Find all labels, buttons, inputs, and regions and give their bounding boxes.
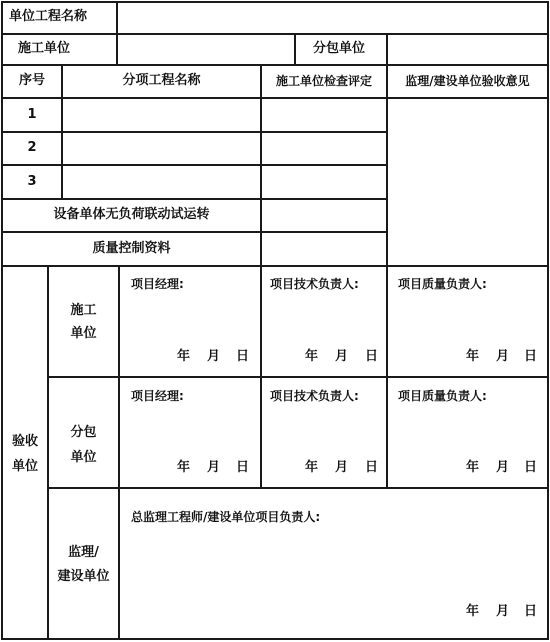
project-name-label: 单位工程名称 (9, 9, 88, 24)
grid-line (260, 376, 262, 488)
sub-project-name-cell[interactable] (63, 166, 260, 198)
grid-line (1, 64, 549, 66)
construction-block-label-line1: 施工 (70, 303, 97, 318)
date-year: 年 (466, 460, 480, 475)
column-header-no: 序号 (18, 73, 45, 88)
contractor-check-cell[interactable] (262, 99, 386, 131)
column-header-contractor-check: 施工单位检查评定 (275, 74, 372, 88)
subcontract-technical-lead-label: 项目技术负责人: (270, 389, 359, 403)
trial-run-label: 设备单体无负荷联动试运转 (53, 207, 210, 222)
chief-supervisor-signature-label: 总监理工程师/建设单位项目负责人: (131, 510, 321, 524)
sub-project-name-cell[interactable] (63, 99, 260, 131)
date-year: 年 (466, 349, 480, 364)
subcontract-unit-label: 分包单位 (313, 41, 366, 56)
column-header-sub-project: 分项工程名称 (122, 73, 201, 88)
quality-docs-label: 质量控制资料 (92, 241, 171, 256)
construction-unit-label: 施工单位 (18, 41, 71, 56)
grid-line (386, 265, 388, 488)
date-day: 日 (524, 460, 538, 475)
date-month: 月 (335, 460, 349, 475)
date-month: 月 (207, 349, 221, 364)
construction-unit-value[interactable] (118, 35, 294, 64)
sub-project-name-cell[interactable] (63, 133, 260, 164)
construction-technical-lead-label: 项目技术负责人: (270, 277, 359, 291)
grid-line (1, 265, 549, 267)
date-month: 月 (207, 460, 221, 475)
date-day: 日 (236, 349, 250, 364)
construction-project-manager-label: 项目经理: (131, 277, 184, 291)
trial-run-check-cell[interactable] (262, 200, 386, 231)
date-month: 月 (496, 460, 510, 475)
acceptance-label-line2: 单位 (11, 459, 38, 474)
date-day: 日 (365, 460, 379, 475)
contractor-check-cell[interactable] (262, 133, 386, 164)
date-month: 月 (496, 604, 510, 619)
date-year: 年 (466, 604, 480, 619)
date-year: 年 (305, 349, 319, 364)
project-name-value[interactable] (118, 3, 547, 33)
row-number: 2 (27, 140, 37, 155)
grid-line (547, 1, 549, 640)
supervision-block-label-line2: 建设单位 (57, 569, 110, 584)
quality-docs-check-cell[interactable] (262, 233, 386, 265)
date-day: 日 (524, 604, 538, 619)
date-month: 月 (335, 349, 349, 364)
date-day: 日 (365, 349, 379, 364)
row-number: 3 (27, 174, 37, 189)
date-year: 年 (177, 460, 191, 475)
construction-block-label-line2: 单位 (70, 326, 97, 341)
date-month: 月 (496, 349, 510, 364)
grid-line (47, 376, 549, 378)
grid-line (1, 1, 3, 640)
supervisor-opinion-cell[interactable] (388, 99, 547, 265)
construction-quality-lead-label: 项目质量负责人: (398, 277, 487, 291)
subcontract-unit-value[interactable] (388, 35, 547, 64)
contractor-check-cell[interactable] (262, 166, 386, 198)
row-number: 1 (27, 107, 37, 122)
date-year: 年 (305, 460, 319, 475)
grid-line (47, 487, 549, 489)
supervision-block-label-line1: 监理/ (68, 545, 99, 560)
acceptance-label-line1: 验收 (11, 434, 38, 449)
subcontract-quality-lead-label: 项目质量负责人: (398, 389, 487, 403)
date-day: 日 (236, 460, 250, 475)
grid-line (1, 638, 549, 640)
date-day: 日 (524, 349, 538, 364)
grid-line (294, 33, 296, 65)
subcontract-block-label-line2: 单位 (70, 450, 97, 465)
date-year: 年 (177, 349, 191, 364)
subcontract-block-label-line1: 分包 (70, 425, 97, 440)
column-header-supervisor-opinion: 监理/建设单位验收意见 (405, 74, 530, 88)
subcontract-project-manager-label: 项目经理: (131, 389, 184, 403)
grid-line (118, 265, 120, 640)
